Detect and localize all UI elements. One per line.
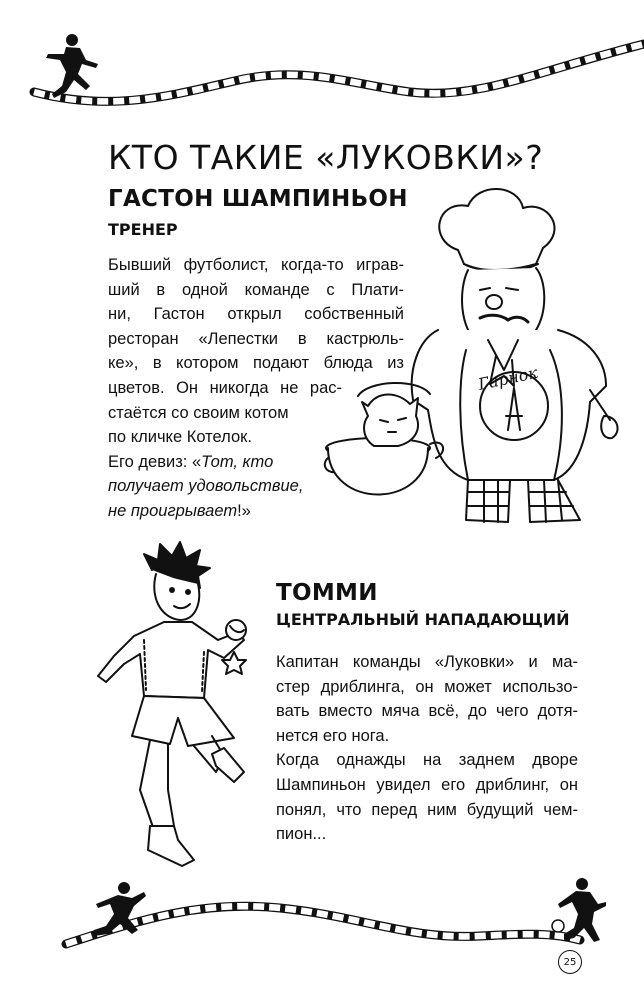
gaston-line: цветов. Он никогда не рас- — [108, 378, 342, 397]
runner-silhouette-right-icon — [548, 874, 618, 954]
tommy-line: нется его нога. — [276, 726, 390, 745]
gaston-line: ни, Гастон открыл собственный — [108, 305, 404, 324]
gaston-line: ресторан «Лепестки в кастрюль- — [108, 329, 404, 348]
tommy-line: Шампиньон увидел его дриблинг, он — [276, 775, 578, 794]
tommy-line: стер дриблинга, он может использо- — [276, 677, 578, 696]
tommy-line: вать вместо мяча всё, до чего дотя- — [276, 702, 578, 721]
tommy-role: ЦЕНТРАЛЬНЫЙ НАПАДАЮЩИЙ — [276, 610, 570, 629]
tommy-player-illustration — [84, 540, 264, 880]
tommy-line: Капитан команды «Луковки» и ма- — [276, 653, 578, 671]
runner-silhouette-left-icon — [84, 878, 154, 948]
page-title: КТО ТАКИЕ «ЛУКОВКИ»? — [108, 138, 544, 177]
tommy-description — [276, 650, 578, 847]
gaston-role: ТРЕНЕР — [108, 220, 178, 239]
tommy-line: Когда однажды на заднем дворе — [276, 751, 578, 770]
motto-prefix: Его девиз: « — [108, 452, 202, 471]
motto-line-3: не проигрывает — [108, 501, 238, 520]
tommy-name: ТОММИ — [276, 580, 378, 606]
gaston-name: ГАСТОН ШАМПИНЬОН — [108, 186, 408, 212]
gaston-line: по кличке Котелок. — [108, 428, 252, 447]
apron-logo-text: Гарнок — [476, 362, 540, 394]
runner-silhouette-icon — [36, 30, 106, 110]
motto-suffix: !» — [237, 501, 251, 520]
tommy-line: понял, что перед ним будущий чем- — [276, 800, 578, 819]
gaston-line: Бывший футболист, когда-то играв- — [108, 256, 404, 274]
gaston-line: стаётся со своим котом — [108, 403, 289, 422]
motto-line-1: Тот, кто — [201, 452, 274, 471]
gaston-line: ший в одной команде с Плати- — [108, 280, 404, 299]
gaston-chef-illustration — [318, 180, 618, 530]
page-number: 25 — [558, 950, 582, 974]
motto-line-2: получает удовольствие, — [108, 477, 304, 496]
tommy-line: пион... — [276, 825, 327, 844]
gaston-line: ке», в котором подают блюда из — [108, 354, 404, 373]
